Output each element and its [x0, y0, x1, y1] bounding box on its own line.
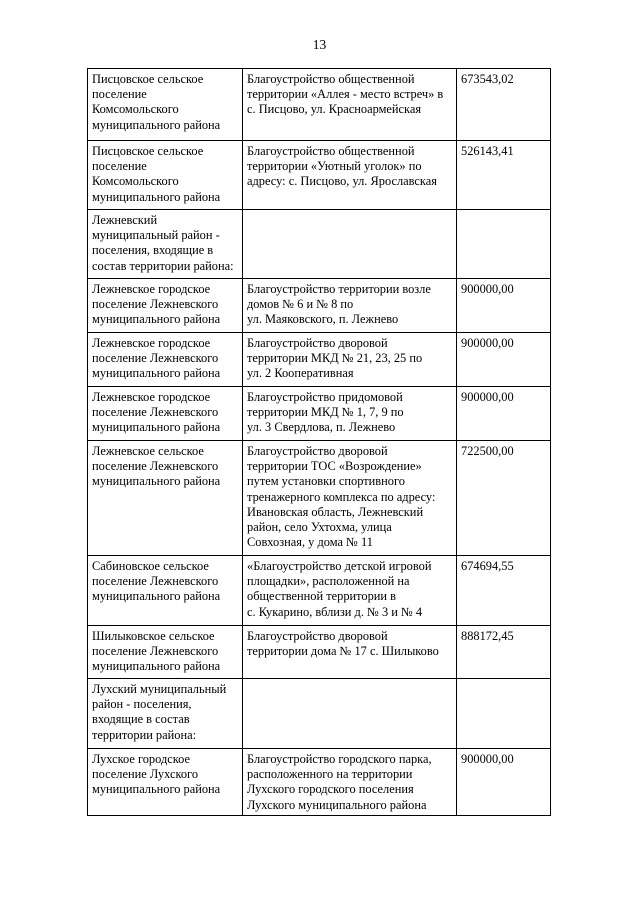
description-cell-line: «Благоустройство детской игровой [247, 559, 432, 573]
amount-cell [457, 679, 551, 749]
municipality-cell-line: поселение Лежневского [92, 351, 219, 366]
municipality-cell-line: поселение Лежневского [92, 574, 219, 589]
description-cell-line: ул. 3 Свердлова, п. Лежнево [247, 420, 396, 435]
amount-cell [457, 210, 551, 279]
municipality-cell-line: муниципального района [92, 366, 221, 381]
municipality-cell-line: поселение Лежневского [92, 644, 219, 659]
municipality-cell-line: Писцовское сельское [92, 144, 204, 158]
municipality-cell-line: район - поселения, [92, 697, 192, 712]
municipality-cell-line: территории района: [92, 727, 197, 742]
municipality-cell [88, 556, 243, 626]
municipality-cell-line: муниципального района [92, 420, 221, 435]
description-cell [243, 69, 457, 141]
municipality-cell-line: муниципального района [92, 189, 221, 204]
municipality-cell [88, 141, 243, 210]
description-cell-line: путем установки спортивного [247, 474, 405, 489]
municipality-cell-line: Лухский муниципальный [92, 682, 227, 696]
municipality-cell-line: поселение [92, 87, 147, 102]
municipality-cell-line: муниципального района [92, 589, 221, 604]
municipality-cell-line: Лухское городское [92, 752, 191, 766]
municipality-cell-line: поселения, входящие в [92, 243, 214, 258]
municipality-cell [88, 210, 243, 279]
table-row [88, 279, 551, 333]
municipality-cell-line: муниципального района [92, 312, 221, 327]
table-row [88, 210, 551, 279]
description-cell-line: Благоустройство дворовой [247, 629, 388, 643]
municipality-cell-line: Лежневское сельское [92, 444, 204, 458]
description-cell [243, 387, 457, 441]
description-cell-line: с. Кукарино, вблизи д. № 3 и № 4 [247, 604, 423, 619]
description-cell-line: Благоустройство придомовой [247, 390, 403, 404]
municipality-cell [88, 626, 243, 679]
amount-cell: 900000,00 [457, 279, 551, 333]
description-cell-line: Благоустройство территории возле [247, 282, 431, 296]
description-cell [243, 441, 457, 556]
municipality-cell-line: поселение [92, 159, 147, 174]
table-row [88, 441, 551, 556]
funding-table [87, 68, 551, 816]
municipality-cell [88, 69, 243, 141]
description-cell-line: территории «Уютный уголок» по [247, 159, 422, 174]
table-row [88, 556, 551, 626]
amount-cell: 900000,00 [457, 333, 551, 387]
description-cell-line: ул. 2 Кооперативная [247, 366, 354, 381]
municipality-cell [88, 679, 243, 749]
municipality-cell-line: муниципального района [92, 659, 221, 674]
description-cell-line: Благоустройство общественной [247, 72, 415, 86]
municipality-cell-line: Комсомольского [92, 102, 179, 117]
description-cell-line: территории МКД № 21, 23, 25 по [247, 351, 423, 366]
table-row [88, 333, 551, 387]
table-row [88, 749, 551, 816]
table-row [88, 387, 551, 441]
description-cell-line: площадки», расположенной на [247, 574, 410, 589]
municipality-cell-line: Сабиновское сельское [92, 559, 209, 573]
municipality-cell-line: поселение Лежневского [92, 459, 219, 474]
municipality-cell-line: муниципального района [92, 782, 221, 797]
description-cell-line: Благоустройство дворовой [247, 444, 388, 458]
municipality-cell-line: входящие в состав [92, 712, 190, 727]
description-cell [243, 333, 457, 387]
description-cell-line: Ивановская область, Лежневский [247, 504, 424, 519]
page-number: 13 [312, 37, 327, 52]
description-cell-line: территории «Аллея - место встреч» в [247, 87, 444, 102]
description-cell-line: Благоустройство городского парка, [247, 752, 432, 766]
description-cell-line: Благоустройство общественной [247, 144, 415, 158]
municipality-cell-line: Писцовское сельское [92, 72, 204, 86]
municipality-cell [88, 279, 243, 333]
table-row [88, 69, 551, 141]
municipality-cell [88, 441, 243, 556]
amount-cell: 722500,00 [457, 441, 551, 556]
municipality-cell [88, 749, 243, 816]
description-cell-line: Лухского муниципального района [247, 797, 427, 812]
amount-cell: 888172,45 [457, 626, 551, 679]
description-cell [243, 141, 457, 210]
municipality-cell-line: Лежневское городское [92, 282, 211, 296]
municipality-cell-line: состав территории района: [92, 258, 234, 273]
description-cell-line: территории ТОС «Возрождение» [247, 459, 422, 474]
amount-cell: 900000,00 [457, 749, 551, 816]
description-cell-line: территории дома № 17 с. Шилыково [247, 644, 439, 659]
description-cell-line: Благоустройство дворовой [247, 336, 388, 350]
description-cell-line: территории МКД № 1, 7, 9 по [247, 405, 404, 420]
municipality-cell-line: Лежневское городское [92, 390, 211, 404]
municipality-cell-line: поселение Лежневского [92, 297, 219, 312]
description-cell-line: домов № 6 и № 8 по [247, 297, 354, 312]
description-cell [243, 679, 457, 749]
table-row [88, 141, 551, 210]
amount-cell: 526143,41 [457, 141, 551, 210]
description-cell-line: тренажерного комплекса по адресу: [247, 489, 436, 504]
description-cell [243, 279, 457, 333]
description-cell [243, 749, 457, 816]
municipality-cell-line: поселение Лежневского [92, 405, 219, 420]
municipality-cell-line: муниципального района [92, 117, 221, 132]
municipality-cell-line: Шилыковское сельское [92, 629, 215, 643]
amount-cell: 673543,02 [457, 69, 551, 141]
municipality-cell-line: Лежневский [92, 213, 158, 227]
municipality-cell [88, 387, 243, 441]
municipality-cell-line: муниципального района [92, 474, 221, 489]
description-cell [243, 556, 457, 626]
municipality-cell-line: поселение Лухского [92, 767, 199, 782]
description-cell [243, 210, 457, 279]
amount-cell: 674694,55 [457, 556, 551, 626]
description-cell-line: ул. Маяковского, п. Лежнево [247, 312, 399, 327]
description-cell-line: с. Писцово, ул. Красноармейская [247, 102, 422, 117]
municipality-cell-line: муниципальный район - [92, 228, 220, 243]
municipality-cell-line: Комсомольского [92, 174, 179, 189]
description-cell-line: район, село Ухтохма, улица [247, 520, 392, 535]
table-row [88, 679, 551, 749]
description-cell-line: Совхозная, у дома № 11 [247, 535, 373, 550]
amount-cell: 900000,00 [457, 387, 551, 441]
description-cell-line: адресу: с. Писцово, ул. Ярославская [247, 174, 437, 189]
description-cell-line: Лухского городского поселения [247, 782, 414, 797]
description-cell [243, 626, 457, 679]
description-cell-line: общественной территории в [247, 589, 397, 604]
table-row [88, 626, 551, 679]
description-cell-line: расположенного на территории [247, 767, 413, 782]
municipality-cell [88, 333, 243, 387]
municipality-cell-line: Лежневское городское [92, 336, 211, 350]
